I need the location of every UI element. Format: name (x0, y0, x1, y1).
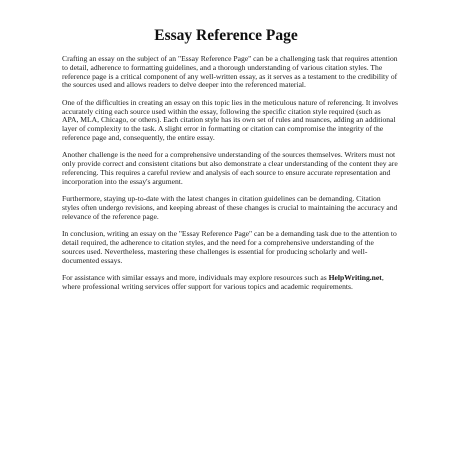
assistance-text-after: , where professional writing services offer support for various topics and academic requirements. (62, 272, 384, 291)
page-title: Essay Reference Page (154, 27, 298, 44)
paragraph-intro: Crafting an essay on the subject of an "Essay Reference Page" can be a challenging task that requires attention to detail, adherence to formatting guidelines, and a thorough understanding of various citation styles. The reference page is a critical component of any well-written essay, as it serves as a testament to the credibility of the sources used and allows readers to delve deeper into the referenced material. (62, 54, 398, 90)
paragraph-conclusion: In conclusion, writing an essay on the "Essay Reference Page" can be a demanding task due to the attention to detail required, the adherence to citation styles, and the need for a comprehensive understanding of the sources used. Nevertheless, mastering these challenges is essential for producing scholarly and well-documented essays. (62, 229, 397, 265)
paragraph-referencing-difficulty: One of the difficulties in creating an essay on this topic lies in the meticulous nature of referencing. It involves accurately citing each source used within the essay, following the specific citation style required (such as APA, MLA, Chicago, or others). Each citation style has its own set of rules and nuances, adding an additional layer of complexity to the task. A slight error in formatting or citation can compromise the integrity of the reference page and, consequently, the entire essay. (62, 97, 398, 142)
paragraph-assistance (62, 274, 398, 292)
paragraph-source-understanding: Another challenge is the need for a comprehensive understanding of the sources themselves. Writers must not only provide correct and consistent citations but also demonstrate a clear understanding of the content they are referencing. This requires a careful review and analysis of each source to ensure accurate representation and incorporation into the essay's argument. (62, 150, 398, 186)
assistance-text-before: For assistance with similar essays and more, individuals may explore resources such as (62, 272, 329, 282)
helpwriting-link[interactable]: HelpWriting.net (328, 272, 382, 282)
essay-body (62, 55, 398, 300)
paragraph-citation-updates: Furthermore, staying up-to-date with the latest changes in citation guidelines can be demanding. Citation styles often undergo revisions, and keeping abreast of these changes is crucial to maintaining the accuracy and relevance of the reference page. (62, 194, 398, 221)
